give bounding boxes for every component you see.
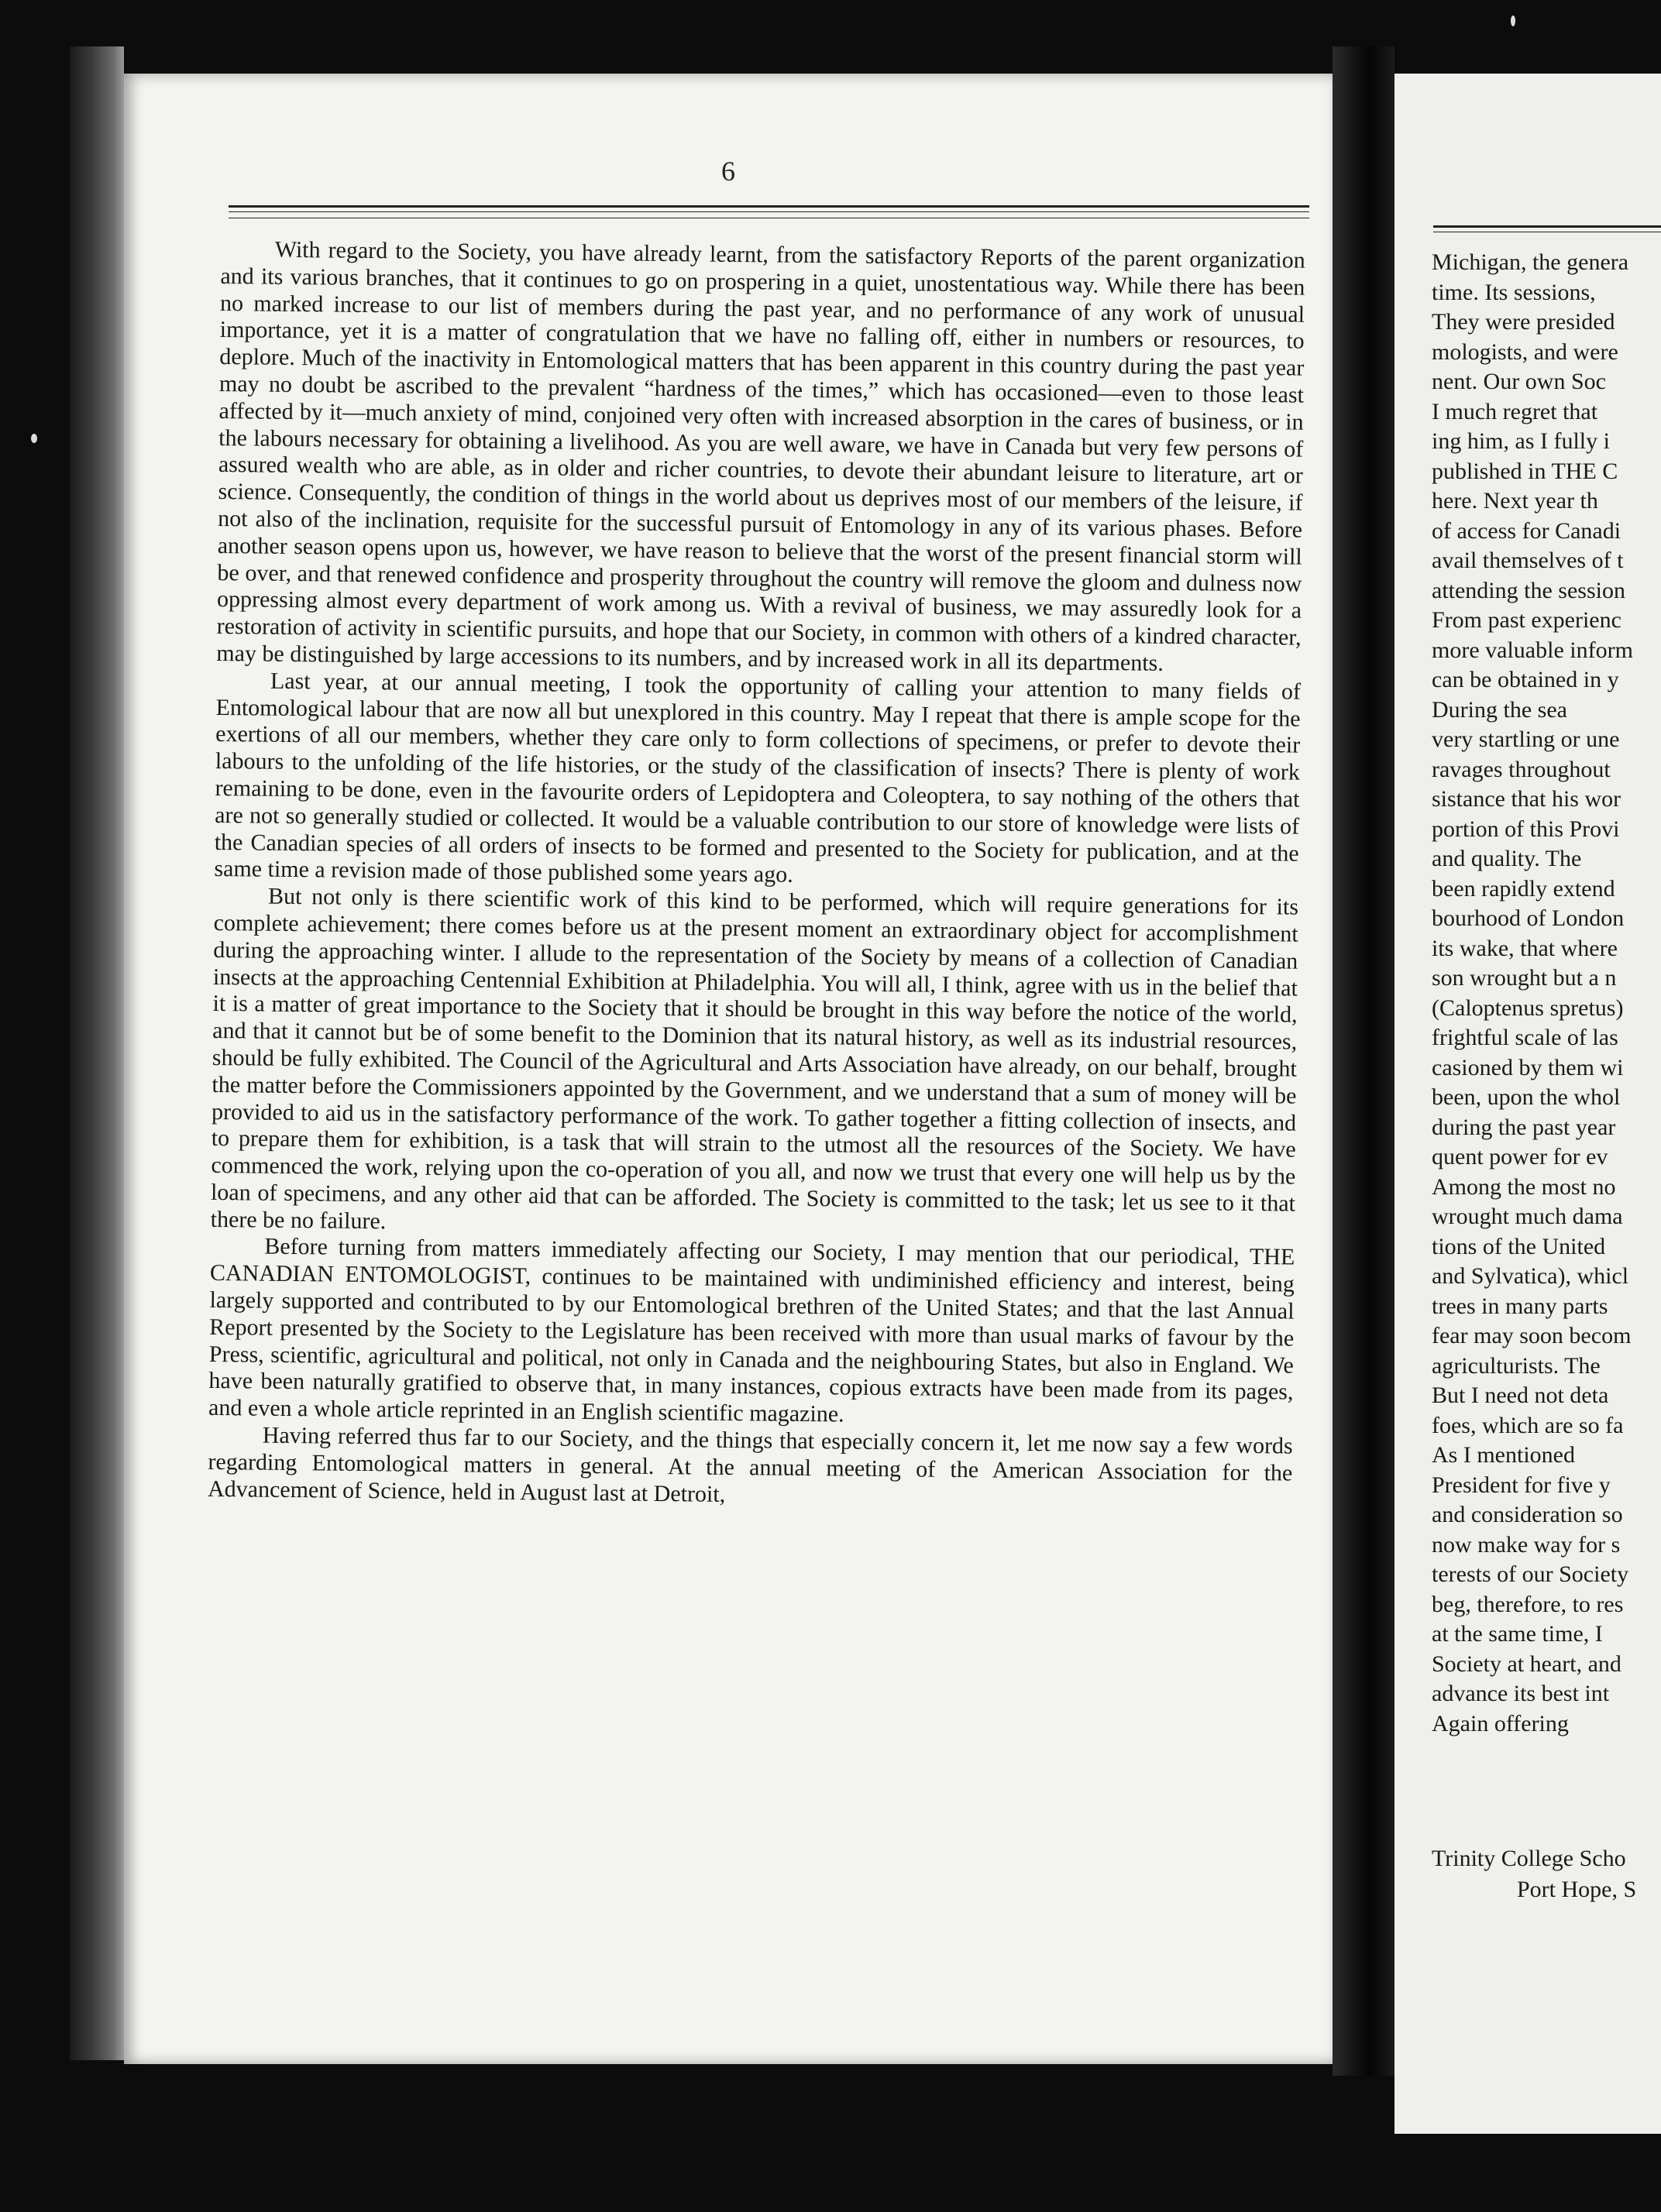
right-column-line: fear may soon becom (1432, 1323, 1632, 1348)
right-column-line: mologists, and were (1432, 338, 1618, 365)
right-column-line: They were presided (1432, 309, 1615, 335)
signature-line: Trinity College Scho (1432, 1846, 1626, 1871)
right-column-line: advance its best int (1432, 1681, 1610, 1706)
right-column-line: at the same time, I (1432, 1621, 1603, 1647)
signature-line: Port Hope, S (1517, 1877, 1637, 1902)
left-page (124, 74, 1333, 2064)
paragraph-society: With regard to the Society, you have already learnt, from the satisfactory Reports of the parent organization and its various branches, that it continues to go on prospering in a quiet, unostentatious way. While there has been no marked increase to our list of members during the past year, and no performance of any work of unusual importance, yet it is a matter of congratulation that we have no falling off, either in numbers or resources, to deplore. Much of the inactivity in Entomological matters that has been apparent in this country during the past year may no doubt be ascribed to the prevalent “hardness of the times,” which has occasioned—even to those least affected by it—much anxiety of mind, conjoined very often with increased absorption in the cares of business, or in the labours necessary for obtaining a livelihood. As you are well aware, we have in Canada but very few persons of assured wealth who are able, as in older and richer countries, to devote their abundant leisure to literature, art or science. Consequently, the condition of things in the world about us deprives most of our members of the leisure, if not also of the inclination, requisite for the successful pursuit of Entomology in any of its various phases. Before another season opens upon us, however, we have reason to believe that the worst of the present financial storm will be over, and that renewed confidence and prosperity throughout the country will remove the gloom and dulness now oppressing almost every department of work among us. With a revival of business, we may assuredly look for a restoration of activity in scientific pursuits, and hope that our Society, in common with others of a kindred character, may be distinguished by large accessions to its numbers, and by increased work in all its departments. (216, 236, 1305, 676)
right-column-line: more valuable inform (1432, 637, 1633, 663)
right-column-line: and Sylvatica), whicl (1432, 1263, 1629, 1289)
book-spine (70, 46, 124, 2060)
right-column-line: its wake, that where (1432, 935, 1618, 961)
scan-speck (31, 434, 37, 443)
right-column-line: frightful scale of las (1432, 1025, 1618, 1050)
right-column-line: President for five y (1432, 1472, 1611, 1498)
right-column-line: son wrought but a n (1432, 965, 1617, 991)
right-column-line: quent power for ev (1432, 1144, 1608, 1170)
right-column-line: foes, which are so fa (1432, 1412, 1624, 1438)
right-column-line: trees in many parts (1432, 1293, 1608, 1319)
right-column-line: ravages throughout (1432, 756, 1611, 782)
right-column-line: been rapidly extend (1432, 875, 1615, 902)
right-column-line: and consideration so (1432, 1502, 1623, 1527)
paragraph-periodical: Before turning from matters immediately affecting our Society, I may mention that our periodical, THE CANADIAN ENTOMOLOGIST, continues to be maintained with undiminished efficiency and interest, being largely supported and contributed to by our Entomological brethren of the United States; and that the last Annual Report presented by the Society to the Legislature has been received with more than usual marks of favour by the Press, scientific, agricultural and political, not only in Canada and the neighbouring States, but also in England. We have been naturally gratified to observe that, in many instances, copious extracts have been made from its pages, and even a whole article reprinted in an English scientific magazine. (208, 1234, 1295, 1427)
right-column-line: Michigan, the genera (1432, 249, 1629, 275)
right-column-line: beg, therefore, to res (1432, 1591, 1624, 1617)
right-column-line: during the past year (1432, 1114, 1616, 1140)
right-column-line: agriculturists. The (1432, 1352, 1601, 1379)
right-column-line: wrought much dama (1432, 1204, 1623, 1229)
right-column-line: bourhood of London (1432, 905, 1625, 931)
right-column-line: portion of this Provi (1432, 816, 1620, 842)
right-column-line: very startling or une (1432, 726, 1620, 752)
right-column-line: casioned by them wi (1432, 1054, 1624, 1080)
right-column-line: and quality. The (1432, 846, 1582, 871)
body-text (208, 236, 1305, 1514)
right-column-line: nent. Our own Soc (1432, 369, 1606, 394)
right-column-line: published in THE C (1432, 458, 1618, 484)
right-column-line: attending the session (1432, 577, 1625, 603)
right-column-text (1432, 248, 1661, 1739)
right-column-line: Again offering (1432, 1710, 1569, 1736)
right-column-line: been, upon the whol (1432, 1084, 1621, 1110)
paragraph-entomological-matters: Having referred thus far to our Society, and the things that especially concern it, let me now say a few words regarding Entomological matters in general. At the annual meeting of the American Association for the Advancement of Science, held in August last at Detroit, (207, 1422, 1293, 1507)
signature-block (1432, 1843, 1661, 1905)
right-column-line: of access for Canadi (1432, 517, 1621, 544)
right-column-line: But I need not deta (1432, 1382, 1609, 1408)
book-gutter (1333, 46, 1394, 2076)
header-rule (1433, 225, 1661, 228)
right-column-line: Society at heart, and (1432, 1650, 1621, 1677)
right-column-line: sistance that his wor (1432, 786, 1621, 812)
right-column-line: terests of our Society (1432, 1561, 1629, 1587)
right-column-line: tions of the United (1432, 1233, 1606, 1259)
right-column-line: can be obtained in y (1432, 667, 1619, 692)
header-rule (229, 205, 1309, 208)
right-column-line: During the sea (1432, 696, 1567, 723)
right-column-line: here. Next year th (1432, 488, 1598, 514)
right-column-line: As I mentioned (1432, 1442, 1575, 1468)
page-number: 6 (721, 156, 735, 187)
right-column-line: ing him, as I fully i (1432, 428, 1610, 454)
right-column-line: now make way for s (1432, 1531, 1621, 1558)
paragraph-last-year: Last year, at our annual meeting, I took the opportunity of calling your attention to many fields of Entomological labour that are now all but unexplored in this country. May I repeat that there is ample scope for the exertions of all our members, whether they care only to form collections of specimens, or prefer to devote their labours to the unfolding of the life histories, or the study of the classification of insects? There is plenty of work remaining to be done, even in the favourite orders of Lepidoptera and Coleoptera, to say nothing of the others that are not so generally studied or collected. It would be a valuable contribution to our store of knowledge were lists of the Canadian species of all orders of insects to be formed and presented to the Society for publication, and at the same time a revision made of those published some years ago. (214, 668, 1302, 888)
right-column-line: Among the most no (1432, 1173, 1616, 1200)
right-column-line: time. Its sessions, (1432, 279, 1596, 305)
right-column-line: (Caloptenus spretus) (1432, 994, 1624, 1021)
header-rule (229, 211, 1309, 212)
right-column-line: I much regret that (1432, 398, 1598, 424)
scan-speck (1511, 15, 1515, 26)
right-page (1394, 74, 1661, 2134)
right-column-line: From past experienc (1432, 607, 1621, 633)
right-column-line: avail themselves of t (1432, 548, 1624, 573)
paragraph-centennial: But not only is there scientific work of this kind to be performed, which will require generations for its complete achievement; there comes before us at the present moment an extraordinary object for accomplishment during the approaching winter. I allude to the representation of the Society by means of a collection of Canadian insects at the approaching Centennial Exhibition at Philadelphia. You will all, I think, agree with us in the belief that it is a matter of great importance to the Society that it should be brought in this way before the notice of the world, and that it cannot but be of some benefit to the Dominion that its natural history, as well as its industrial resources, should be fully exhibited. The Council of the Agricultural and Arts Association have already, on our behalf, brought the matter before the Commissioners appointed by the Government, and we understand that a sum of money will be provided to aid us in the satisfactory performance of the work. To gather together a fitting collection of insects, and to prepare them for exhibition, is a task that will strain to the utmost all the resources of the Society. We have commenced the work, relying upon the co-operation of you all, and now we trust that every one will help us by the loan of specimens, and any other aid that can be afforded. The Society is committed to the task; let us see to it that there be no failure. (210, 883, 1299, 1234)
